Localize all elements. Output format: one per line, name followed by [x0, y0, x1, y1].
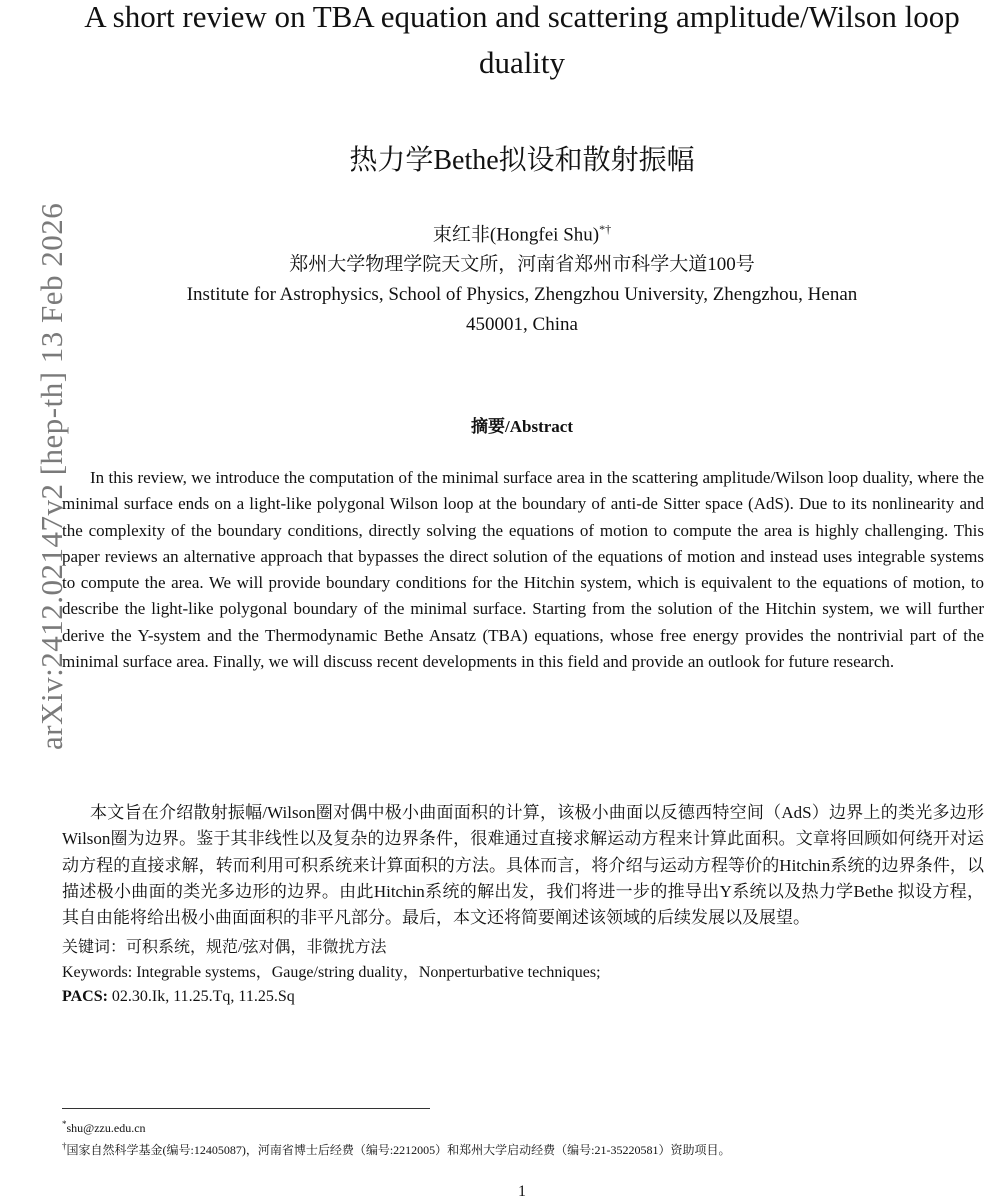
pacs-line — [62, 985, 601, 1010]
title-line-1: A short review on TBA equation and scattering amplitude/Wilson loop — [84, 0, 960, 34]
affiliation-en-2: 450001, China — [466, 314, 578, 336]
pacs-label: PACS: — [62, 988, 108, 1005]
abstract-heading: 摘要/Abstract — [471, 417, 573, 436]
footnote-email-text[interactable]: shu@zzu.edu.cn — [66, 1121, 146, 1135]
author-footnote-mark[interactable]: *† — [599, 222, 612, 236]
footnote-rule — [62, 1108, 430, 1109]
abstract-chinese: 本文旨在介绍散射振幅/Wilson圈对偶中极小曲面面积的计算，该极小曲面以反德西特空间（AdS）边界上的类光多边形Wilson圈为边界。鉴于其非线性以及复杂的边界条件，很难通过直接求解运动方程来计算此面积。文章将回顾如何绕开对运动方程的直接求解，转而利用可积系统来计算面积的方法。具体而言，将介绍与运动方程等价的Hitchin系统的边界条件，以描述极小曲面的类光多边形的边界。由此Hitchin系统的解出发，我们将进一步的推导出Y系统以及热力学Bethe 拟设方程，其自由能将给出极小曲面面积的非平凡部分。最后，本文还将简要阐述该领域的后续发展以及展望。 — [62, 803, 984, 928]
keywords-block — [62, 936, 601, 1010]
page-number: 1 — [518, 1183, 526, 1200]
abstract-english: In this review, we introduce the computation of the minimal surface area in the scattering amplitude/Wilson loop duality, where the minimal surface ends on a light-like polygonal Wilson loop at the boundary of anti-de Sitter space (AdS). Due to its nonlinearity and the complexity of the boundary conditions, directly solving the equations of motion to compute the area is highly challenging. This paper reviews an alternative approach that bypasses the direct solution of the equations of motion and instead uses integrable systems to compute the area. We will provide boundary conditions for the Hitchin system, which is equivalent to the equations of motion, to describe the light-like polygonal boundary of the minimal surface. Starting from the solution of the Hitchin system, we will further derive the Y-system and the Thermodynamic Bethe Ansatz (TBA) equations, whose free energy provides the nontrivial part of the minimal surface area. Finally, we will discuss recent developments in this field and provide an outlook for future research. — [62, 468, 984, 672]
footnote-funding-text: 国家自然科学基金(编号:12405087)，河南省博士后经费（编号:2212005）和郑州大学启动经费（编号:21-35220581）资助项目。 — [66, 1143, 731, 1157]
arxiv-stamp: arXiv:2412.02147v2 [hep-th] 13 Feb 2026 — [34, 202, 69, 750]
footnote-mark-1: * — [62, 1119, 67, 1129]
author-name: 束红非(Hongfei Shu) — [432, 224, 600, 246]
author-block — [60, 214, 984, 340]
footnote-email — [62, 1115, 731, 1137]
keywords-en: Keywords: Integrable systems，Gauge/string duality，Nonperturbative techniques; — [62, 963, 601, 981]
paper-title — [60, 0, 984, 86]
pacs-value: 02.30.Ik, 11.25.Tq, 11.25.Sq — [111, 988, 295, 1005]
author-line — [60, 214, 984, 250]
affiliation-cn: 郑州大学物理学院天文所，河南省郑州市科学大道100号 — [289, 254, 755, 276]
affiliation-en-1: Institute for Astrophysics, School of Physics, Zhengzhou University, Zhengzhou, Henan — [186, 284, 858, 306]
keywords-cn: 关键词：可积系统，规范/弦对偶，非微扰方法 — [62, 939, 387, 956]
footnote-funding — [62, 1137, 731, 1159]
title-line-2: duality — [478, 45, 566, 80]
footnotes — [62, 1115, 731, 1159]
footnote-mark-2: † — [62, 1141, 67, 1151]
chinese-title: 热力学Bethe拟设和散射振幅 — [349, 145, 695, 176]
